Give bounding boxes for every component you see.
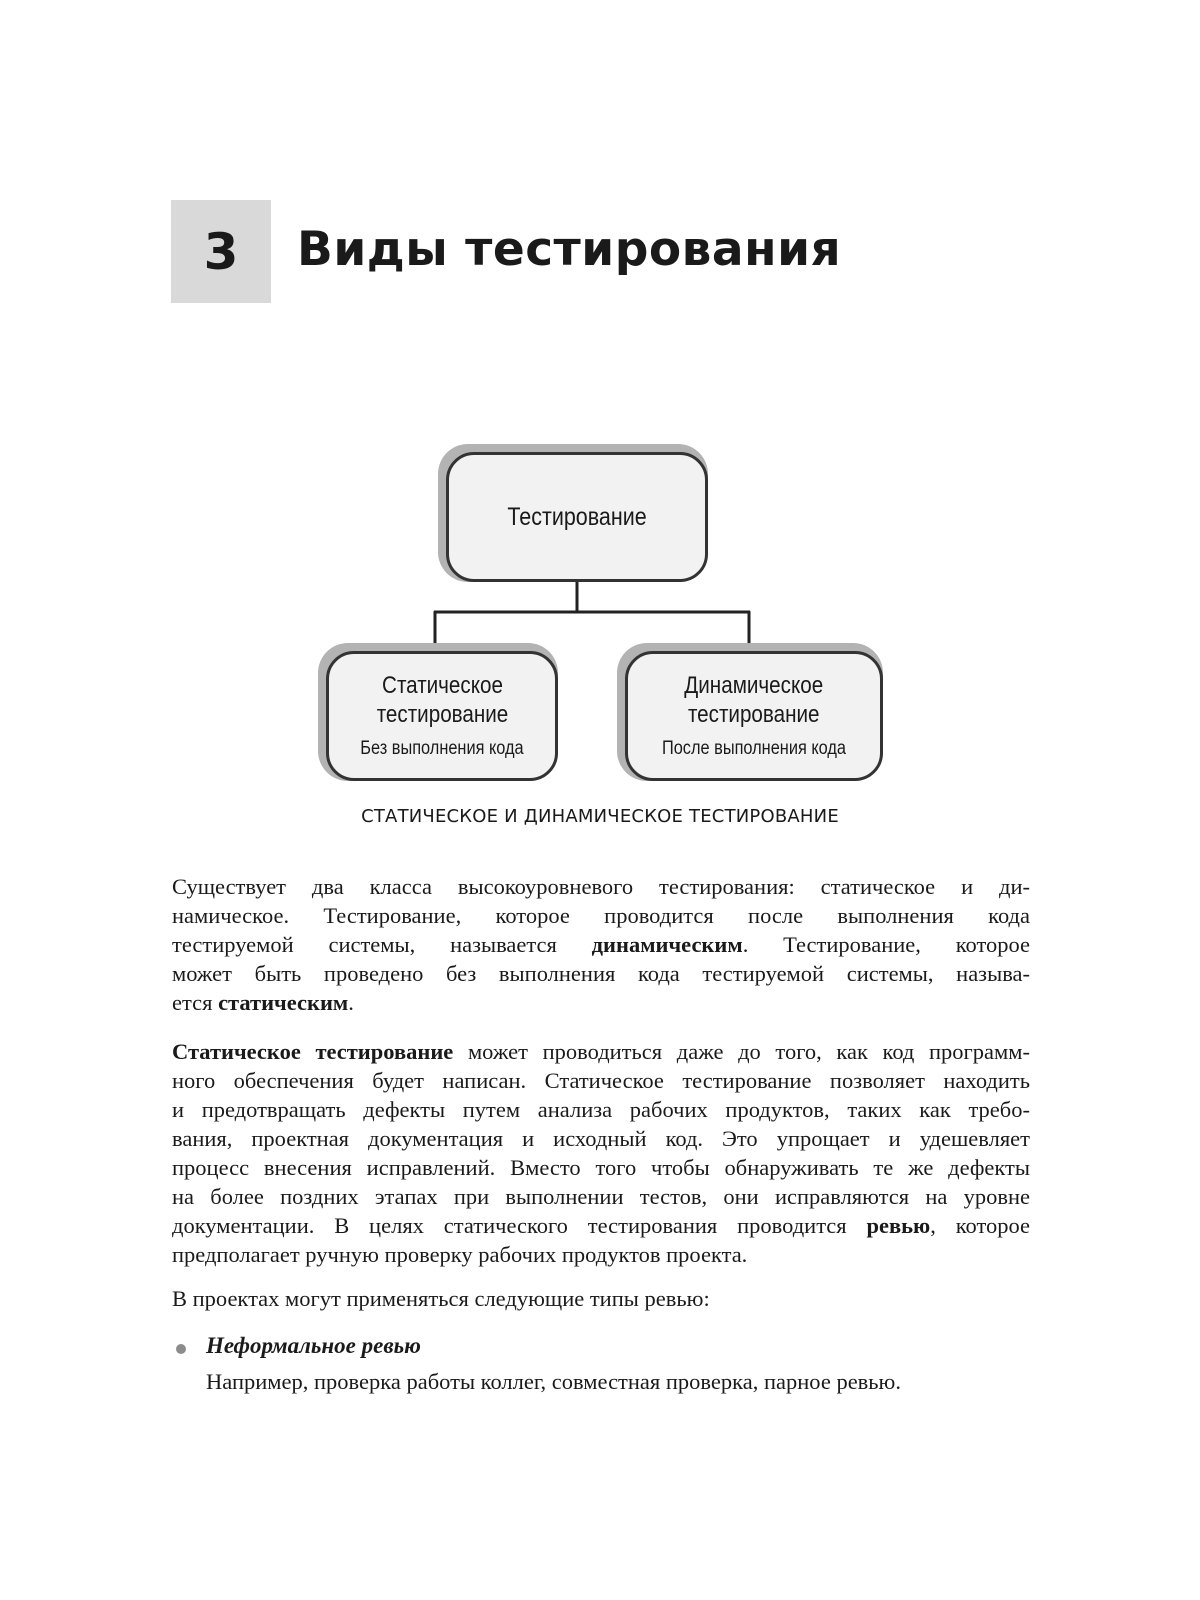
dynamic-node-title-line1: Динамическое [684,672,824,699]
text-line: вания, проектная документация и исходный код. Это упрощает и удешевляет [172,1126,1030,1151]
paragraph-review-types [172,1284,1030,1313]
dynamic-node-title-line2: тестирование [688,701,820,728]
bullet-title: Неформальное ревью [206,1333,421,1358]
static-node-title-line1: Статическое [381,672,503,699]
term-review: ревью [866,1213,931,1238]
chapter-number-box [171,200,271,303]
text-line: ется статическим. [172,990,354,1015]
text-line: предполагает ручную проверку рабочих продуктов проекта. [172,1242,748,1267]
dynamic-node-subtitle: После выполнения кода [661,738,847,759]
paragraph-intro [172,872,1030,1017]
text-line: документации. В целях статического тестирования проводится ревью, которое [172,1213,1030,1238]
dynamic-node-title [685,671,824,729]
static-testing-node [326,651,558,781]
bullet-dot-icon [176,1344,186,1354]
text-line: может быть проведено без выполнения кода тестируемой системы, называ- [172,961,1030,986]
figure-caption: СТАТИЧЕСКОЕ И ДИНАМИЧЕСКОЕ ТЕСТИРОВАНИЕ [361,806,839,827]
static-node-title-line2: тестирование [376,701,508,728]
testing-root-node [446,452,708,582]
chapter-number: 3 [203,222,239,281]
text-line: Статическое тестирование может проводиться даже до того, как код программ- [172,1039,1030,1064]
dynamic-testing-node [625,651,883,781]
text-line: Существует два класса высокоуровневого тестирования: статическое и ди- [172,874,1030,899]
text-line: тестируемой системы, называется динамическим. Тестирование, которое [172,932,1030,957]
root-node-label: Тестирование [507,502,647,531]
text-line: В проектах могут применяться следующие типы ревью: [172,1286,710,1311]
text-line: на более поздних этапах при выполнении тестов, они исправляются на уровне [172,1184,1030,1209]
static-node-title [376,671,508,729]
text-line: ного обеспечения будет написан. Статическое тестирование позволяет находить [172,1068,1030,1093]
text-line: намическое. Тестирование, которое проводится после выполнения кода [172,903,1030,928]
term-static: статическим [218,990,349,1015]
paragraph-static-testing [172,1037,1030,1269]
term-static-testing: Статическое тестирование [172,1039,454,1064]
text-line: и предотвращать дефекты путем анализа рабочих продуктов, таких как требо- [172,1097,1030,1122]
term-dynamic: динамическим [591,932,743,957]
chapter-title: Виды тестирования [297,222,842,277]
bullet-description: Например, проверка работы коллег, совместная проверка, парное ревью. [206,1369,901,1394]
static-node-subtitle: Без выполнения кода [360,738,524,759]
text-line: процесс внесения исправлений. Вместо того чтобы обнаруживать те же дефекты [172,1155,1030,1180]
